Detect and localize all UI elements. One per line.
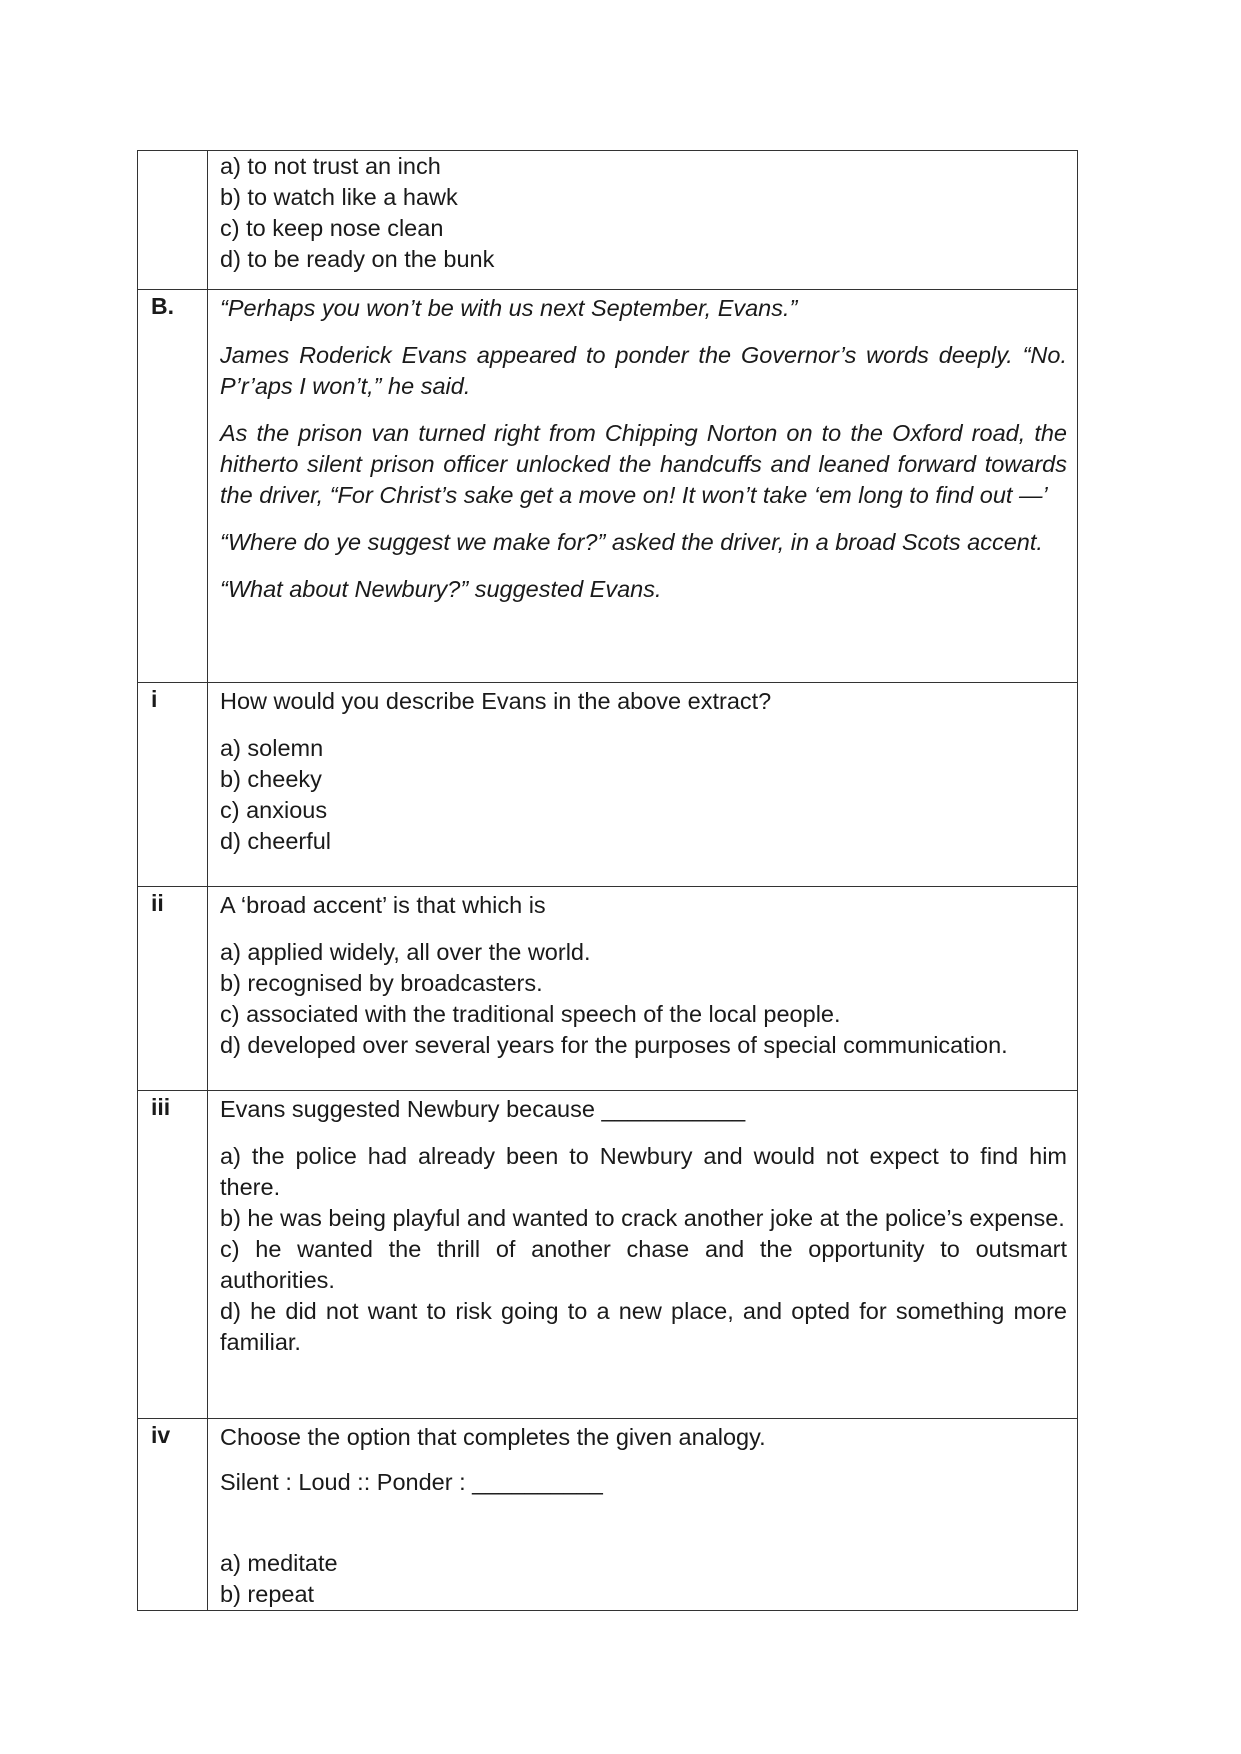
table-row — [138, 151, 1078, 290]
passage-paragraph: “Where do ye suggest we make for?” asked the driver, in a broad Scots accent. — [220, 529, 1043, 555]
option-a: a) applied widely, all over the world. — [220, 939, 591, 965]
continuation-options — [208, 151, 1078, 290]
question-text: A ‘broad accent’ is that which is — [220, 892, 546, 918]
option-b: b) repeat — [220, 1581, 315, 1607]
question-text: Choose the option that completes the given analogy. — [220, 1424, 766, 1450]
option-d: d) developed over several years for the purposes of special communication. — [220, 1032, 1008, 1058]
option-c: c) he wanted the thrill of another chase and the opportunity to outsmart authorities. — [220, 1236, 1067, 1293]
option-d: d) to be ready on the bunk — [220, 246, 495, 272]
question-label: i — [138, 683, 208, 887]
option-a: a) solemn — [220, 735, 324, 761]
option-b: b) he was being playful and wanted to crack another joke at the police’s expense. — [220, 1205, 1065, 1231]
question-cell — [208, 1091, 1078, 1419]
table-row — [138, 1091, 1078, 1419]
question-text: Evans suggested Newbury because ___________ — [220, 1096, 746, 1122]
question-cell — [208, 887, 1078, 1091]
option-b: b) to watch like a hawk — [220, 184, 458, 210]
passage-paragraph: “Perhaps you won’t be with us next September, Evans.” — [220, 295, 798, 321]
passage-text — [208, 290, 1078, 683]
option-d: d) cheerful — [220, 828, 332, 854]
option-c: c) associated with the traditional speech of the local people. — [220, 1001, 841, 1027]
question-label: iv — [138, 1419, 208, 1611]
option-c: c) to keep nose clean — [220, 215, 444, 241]
table-row — [138, 683, 1078, 887]
question-table — [137, 150, 1078, 1611]
option-b: b) cheeky — [220, 766, 322, 792]
option-a: a) meditate — [220, 1550, 338, 1576]
row-label-cell — [138, 151, 208, 290]
option-d: d) he did not want to risk going to a new place, and opted for something more familiar. — [220, 1298, 1067, 1355]
analogy-text: Silent : Loud :: Ponder : __________ — [220, 1469, 603, 1495]
passage-paragraph: James Roderick Evans appeared to ponder the Governor’s words deeply. “No. P’r’aps I won’t,” he said. — [220, 342, 1067, 399]
question-label: ii — [138, 887, 208, 1091]
passage-paragraph: As the prison van turned right from Chipping Norton on to the Oxford road, the hitherto silent prison officer unlocked the handcuffs and leaned forward towards the driver, “For Christ’s sake get a move on! It won’t take ‘em long to find out —’ — [220, 420, 1067, 508]
question-text: How would you describe Evans in the above extract? — [220, 688, 772, 714]
option-a: a) to not trust an inch — [220, 153, 441, 179]
question-cell — [208, 683, 1078, 887]
option-c: c) anxious — [220, 797, 328, 823]
option-b: b) recognised by broadcasters. — [220, 970, 543, 996]
passage-paragraph: “What about Newbury?” suggested Evans. — [220, 576, 662, 602]
question-label: iii — [138, 1091, 208, 1419]
table-row — [138, 887, 1078, 1091]
passage-label: B. — [138, 290, 208, 683]
option-a: a) the police had already been to Newbury and would not expect to find him there. — [220, 1143, 1067, 1200]
table-row — [138, 1419, 1078, 1611]
question-cell — [208, 1419, 1078, 1611]
table-row — [138, 290, 1078, 683]
